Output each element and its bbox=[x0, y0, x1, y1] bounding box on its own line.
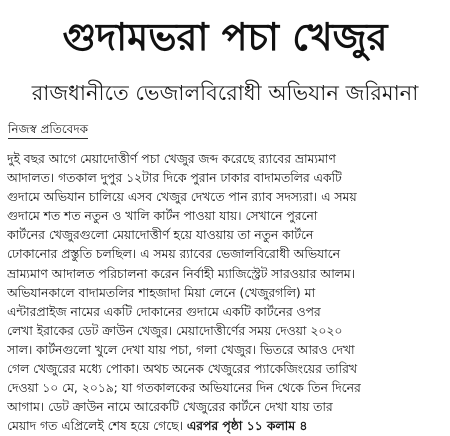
body-last-line: মেয়াদ গত এপ্রিলেই শেষ হয়ে গেছে। bbox=[7, 419, 183, 434]
body-line: কার্টনের খেজুরগুলো মেয়াদোত্তীর্ণ হয়ে যাওয়ায় তা নতুন কার্টনে bbox=[7, 228, 314, 243]
article-body bbox=[7, 150, 441, 436]
body-line: ঢোকানোর প্রস্তুতি চলছিল। এ সময় র‌্যাবের ভেজালবিরোধী অভিযানে bbox=[7, 247, 340, 262]
subheadline: রাজধানীতে ভেজালবিরোধী অভিযান জরিমানা bbox=[31, 81, 419, 105]
last-row bbox=[7, 417, 441, 436]
body-line: আদালত। গতকাল দুপুর ১২টার দিকে পুরান ঢাকার বাদামতলির একটি bbox=[7, 171, 342, 186]
headline: গুদামভরা পচা খেজুর bbox=[62, 15, 388, 59]
body-line: দুই বছর আগে মেয়াদোত্তীর্ণ পচা খেজুর জব্দ করেছে র‌্যাবের ভ্রাম্যমাণ bbox=[7, 152, 336, 166]
byline: নিজস্ব প্রতিবেদক bbox=[8, 121, 88, 139]
body-line: এন্টারপ্রাইজ নামের একটি দোকানের গুদামে একটি কার্টনের ওপর bbox=[7, 304, 321, 319]
continuation-note: এরপর পৃষ্ঠা ১১ কলাম ৪ bbox=[186, 419, 308, 434]
body-line: লেখা ইরাকের ডেট ক্রাউন খেজুর। মেয়াদোত্তীর্ণের সময় দেওয়া ২০২০ bbox=[7, 323, 343, 338]
body-line: সাল। কার্টনগুলো খুলে দেখা যায় পচা, গলা খেজুর। ভিতরে আরও দেখা bbox=[7, 342, 355, 357]
body-line: দেওয়া ১০ মে, ২০১৯; যা গতকালকের অভিযানের দিন থেকে তিন দিনের bbox=[7, 381, 361, 396]
body-line: অভিযানকালে বাদামতলির শাহজাদা মিয়া লেনে (খেজুরগলি) মা bbox=[7, 285, 316, 300]
body-line: গুদামে শত শত নতুন ও খালি কার্টন পাওয়া যায়। সেখানে পুরনো bbox=[7, 209, 318, 224]
body-line: গেল খেজুরের মধ্যে পোকা। অথচ অনেক খেজুরের প্যাকেজিংয়ের তারিখ bbox=[7, 362, 357, 377]
body-line: গুদামে অভিযান চালিয়ে এসব খেজুর দেখতে পান র‌্যাব সদস্যরা। এ সময় bbox=[7, 190, 357, 205]
body-line: আগাম। ডেট ক্রাউন নামে আরেকটি খেজুরের কার্টনে দেখা যায় তার bbox=[7, 400, 333, 415]
body-line: ভ্রাম্যমাণ আদালত পরিচালনা করেন নির্বাহী ম্যাজিস্ট্রেট সারওয়ার আলম। bbox=[7, 266, 355, 281]
